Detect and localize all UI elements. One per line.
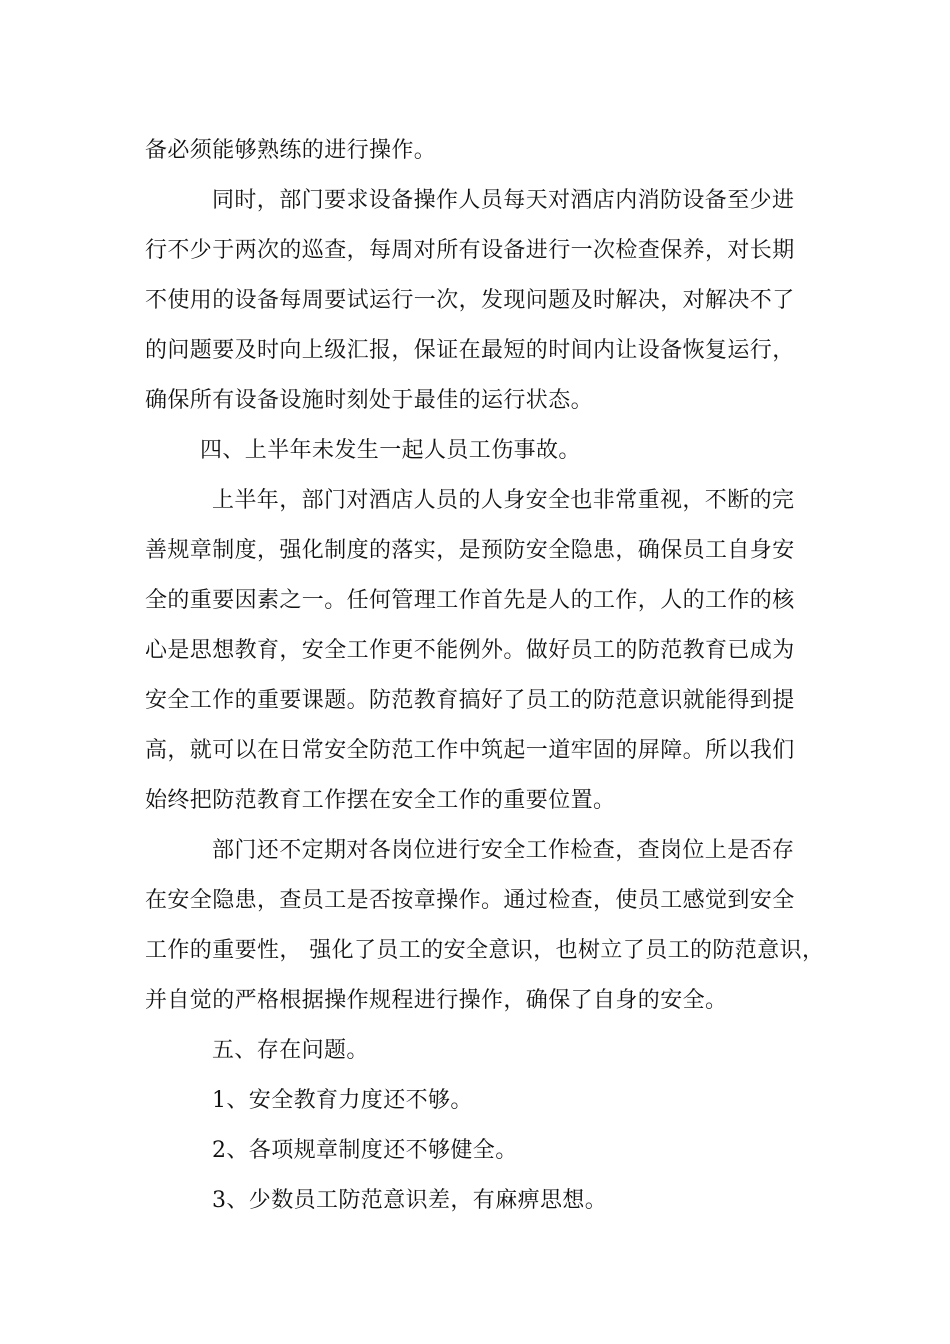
text-line: 心是思想教育，安全工作更不能例外。做好员工的防范教育已成为 — [145, 638, 795, 663]
text-line: 确保所有设备设施时刻处于最佳的运行状态。 — [145, 388, 594, 413]
text-line: 行不少于两次的巡查，每周对所有设备进行一次检查保养，对长期 — [145, 238, 795, 263]
text-line: 部门还不定期对各岗位进行安全工作检查，查岗位上是否存 — [212, 838, 795, 863]
text-line: 同时，部门要求设备操作人员每天对酒店内消防设备至少进 — [212, 188, 795, 213]
list-item: 2、各项规章制度还不够健全。 — [212, 1138, 518, 1163]
text-line: 上半年，部门对酒店人员的人身安全也非常重视，不断的完 — [212, 488, 795, 513]
text-line: 安全工作的重要课题。防范教育搞好了员工的防范意识就能得到提 — [145, 688, 795, 713]
text-line: 始终把防范教育工作摆在安全工作的重要位置。 — [145, 788, 616, 813]
text-line: 并自觉的严格根据操作规程进行操作，确保了自身的安全。 — [145, 988, 728, 1013]
text-line: 善规章制度，强化制度的落实，是预防安全隐患，确保员工自身安 — [145, 538, 795, 563]
text-line: 工作的重要性， 强化了员工的安全意识，也树立了员工的防范意识， — [145, 938, 825, 963]
text-line: 在安全隐患，查员工是否按章操作。通过检查，使员工感觉到安全 — [145, 888, 795, 913]
section-heading: 五、存在问题。 — [212, 1038, 369, 1063]
list-item: 1、安全教育力度还不够。 — [212, 1088, 473, 1113]
text-line: 全的重要因素之一。任何管理工作首先是人的工作，人的工作的核 — [145, 588, 795, 613]
text-line: 高，就可以在日常安全防范工作中筑起一道牢固的屏障。所以我们 — [145, 738, 795, 763]
section-heading: 四、上半年未发生一起人员工伤事故。 — [200, 438, 581, 463]
list-item: 3、少数员工防范意识差，有麻痹思想。 — [212, 1188, 608, 1213]
text-line: 备必须能够熟练的进行操作。 — [145, 138, 437, 163]
text-line: 不使用的设备每周要试运行一次，发现问题及时解决，对解决不了 — [145, 288, 795, 313]
text-line: 的问题要及时向上级汇报，保证在最短的时间内让设备恢复运行， — [145, 338, 795, 363]
